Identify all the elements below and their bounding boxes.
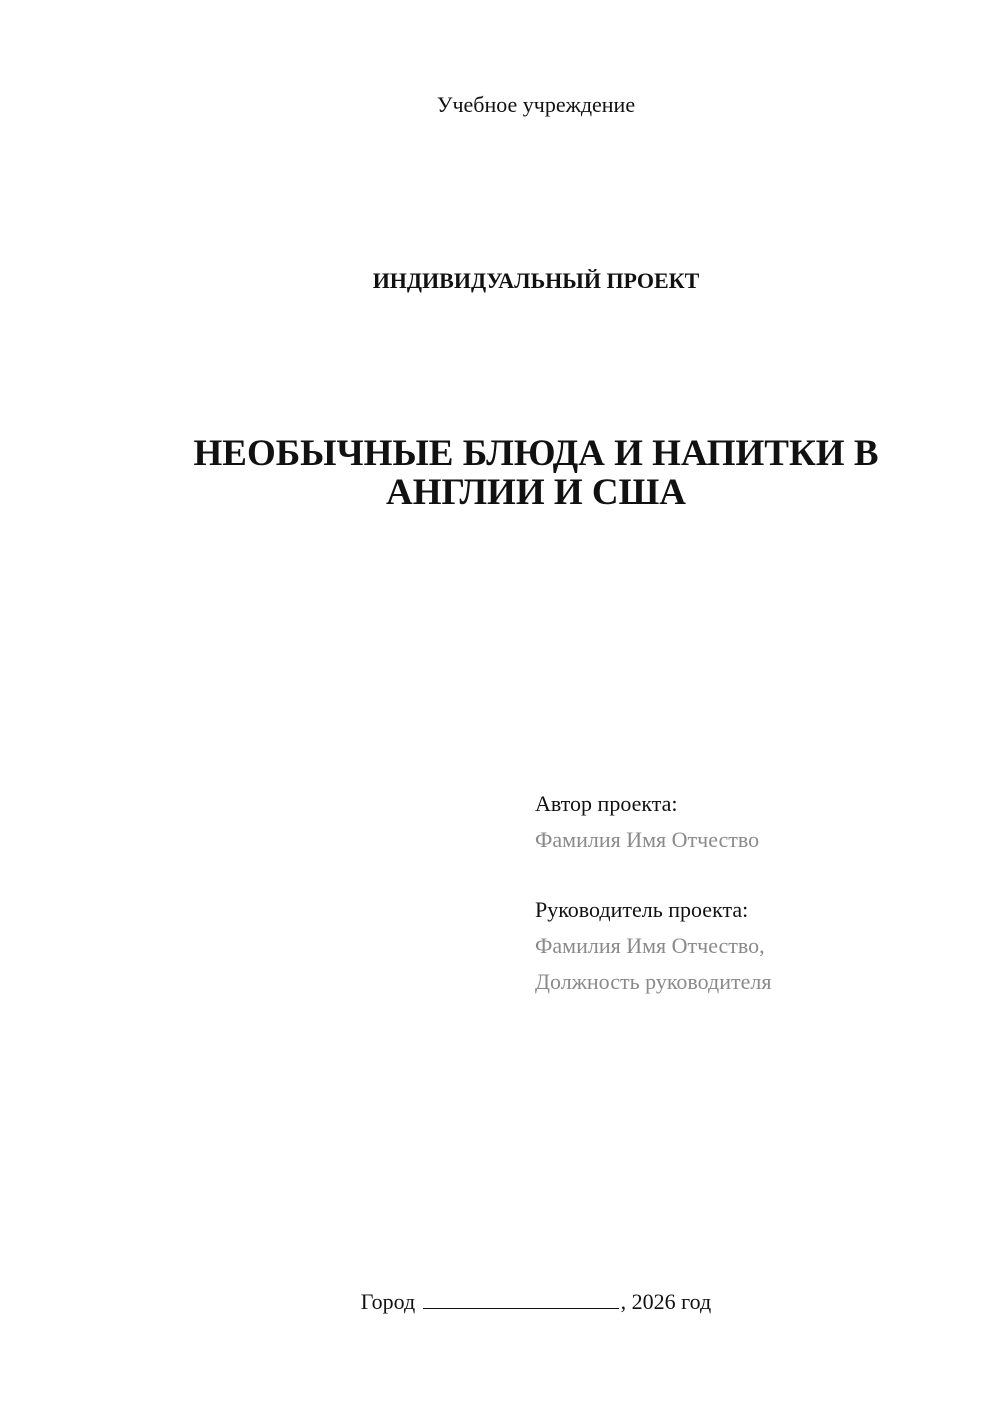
project-title-line-1: НЕОБЫЧНЫЕ БЛЮДА И НАПИТКИ В <box>193 433 879 474</box>
city-blank-line <box>423 1288 619 1309</box>
project-title-line-2: АНГЛИИ И США <box>386 472 686 513</box>
supervisor-block <box>535 892 771 1000</box>
project-title <box>0 434 1000 512</box>
supervisor-label: Руководитель проекта: <box>535 897 749 922</box>
supervisor-name: Фамилия Имя Отчество, <box>535 933 765 958</box>
document-type: ИНДИВИДУАЛЬНЫЙ ПРОЕКТ <box>372 268 700 293</box>
author-name: Фамилия Имя Отчество <box>535 827 760 852</box>
supervisor-position: Должность руководителя <box>535 969 772 994</box>
year-text: , 2026 год <box>620 1289 712 1314</box>
institution-name: Учебное учреждение <box>436 92 636 117</box>
footer-city-year <box>0 1288 1000 1315</box>
city-label: Город <box>360 1289 416 1314</box>
author-label: Автор проекта: <box>535 791 678 816</box>
author-block <box>535 786 759 858</box>
